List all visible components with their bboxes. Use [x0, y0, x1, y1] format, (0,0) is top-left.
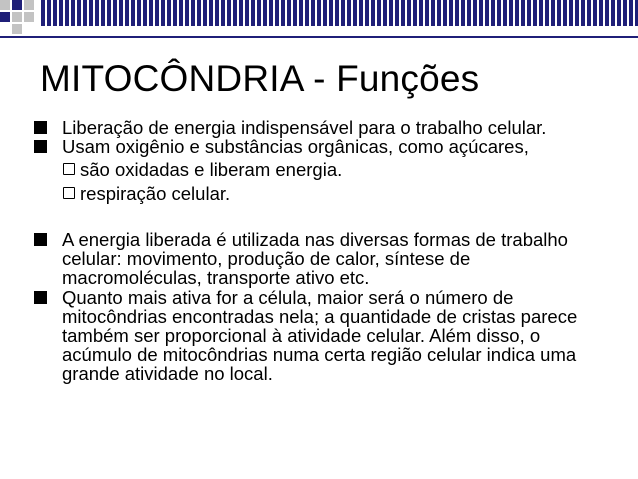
- decor-square-icon: [12, 24, 22, 34]
- decor-square-icon: [24, 0, 34, 10]
- square-bullet-icon: [34, 233, 47, 246]
- bullet-text: A energia liberada é utilizada nas diversas formas de trabalho celular: movimento, produção de calor, síntese de macromoléculas, transporte ativo etc.: [62, 229, 568, 288]
- decor-stripe-bar: [41, 0, 638, 26]
- sub-bullet-text: são oxidadas e liberam energia.: [80, 159, 343, 180]
- header-rule: [0, 36, 638, 38]
- square-bullet-icon: [34, 291, 47, 304]
- hollow-square-bullet-icon: [63, 163, 75, 175]
- sub-bullet-item: [63, 160, 624, 179]
- decor-square-icon: [24, 12, 34, 22]
- decorative-header-bar: [0, 0, 638, 38]
- sub-bullet-item: [63, 184, 624, 203]
- bullet-text: Liberação de energia indispensável para o trabalho celular.: [62, 117, 547, 138]
- decor-square-icon: [12, 12, 22, 22]
- bullet-item: [34, 230, 624, 287]
- decor-square-icon: [12, 0, 22, 10]
- bullet-item: [34, 137, 624, 156]
- square-bullet-icon: [34, 121, 47, 134]
- hollow-square-bullet-icon: [63, 187, 75, 199]
- bullet-text: Usam oxigênio e substâncias orgânicas, como açúcares,: [62, 136, 529, 157]
- slide-title: MITOCÔNDRIA - Funções: [40, 58, 480, 99]
- sub-bullet-text: respiração celular.: [80, 183, 231, 204]
- square-bullet-icon: [34, 140, 47, 153]
- decor-square-icon: [0, 12, 10, 22]
- decor-square-icon: [0, 0, 10, 10]
- bullet-item: [34, 288, 624, 383]
- bullet-text: Quanto mais ativa for a célula, maior será o número de mitocôndrias encontradas nela; a quantidade de cristas parece também ser proporcional à atividade celular. Além disso, o acúmulo de mitocôndrias numa certa região celular indica uma grande atividade no local.: [62, 287, 578, 384]
- bullet-list: [34, 118, 624, 383]
- bullet-item: [34, 118, 624, 137]
